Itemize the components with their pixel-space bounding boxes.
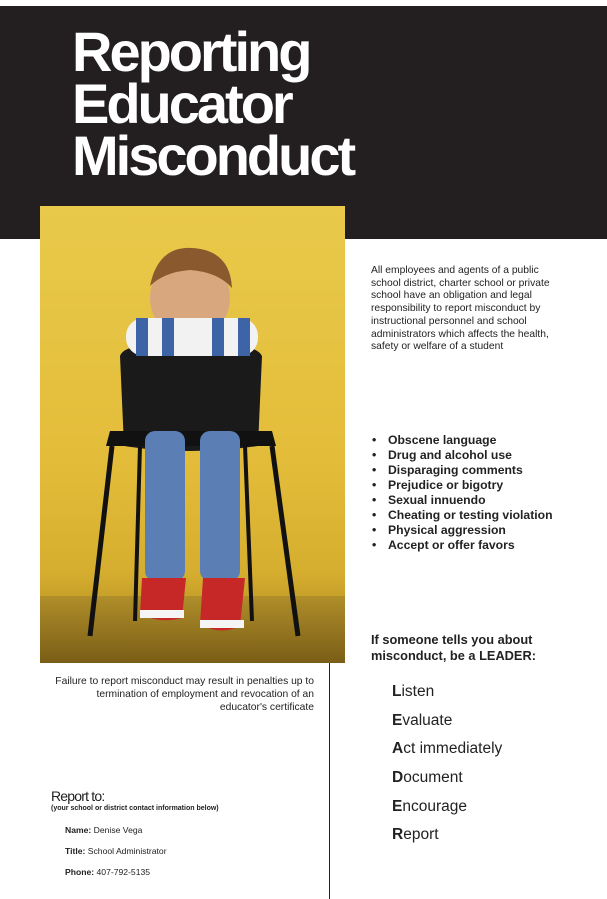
leader-step-rest: isten bbox=[401, 683, 435, 700]
list-item: • Sexual innuendo bbox=[370, 493, 553, 508]
list-item: • Physical aggression bbox=[370, 523, 553, 538]
contact-title bbox=[65, 846, 167, 856]
contact-name-label: Name: bbox=[65, 825, 92, 835]
leader-step-rest: ocument bbox=[403, 769, 463, 787]
leader-step-initial: R bbox=[392, 826, 404, 844]
report-to-heading: Report to: bbox=[51, 788, 105, 804]
title-line-2: Educator bbox=[72, 72, 291, 136]
leader-step bbox=[392, 825, 502, 854]
child-illustration bbox=[40, 206, 345, 663]
failure-note: Failure to report misconduct may result in penalties up to termination of employment and revocation of an educator's certificate bbox=[55, 676, 314, 713]
leader-step-initial: E bbox=[392, 797, 403, 815]
list-item: • Accept or offer favors bbox=[370, 538, 553, 553]
contact-title-value: School Administrator bbox=[87, 846, 167, 856]
page-title bbox=[72, 20, 354, 188]
leader-step bbox=[392, 711, 502, 740]
leader-step-initial: E bbox=[392, 711, 403, 729]
list-item: • Disparaging comments bbox=[370, 463, 553, 478]
column-divider bbox=[329, 663, 330, 899]
contact-phone bbox=[65, 867, 150, 877]
list-item: • Drug and alcohol use bbox=[370, 448, 553, 463]
contact-title-label: Title: bbox=[65, 846, 86, 856]
leader-step bbox=[392, 682, 502, 711]
leader-step-rest: eport bbox=[403, 826, 439, 844]
leader-step-initial: A bbox=[392, 740, 404, 758]
contact-phone-label: Phone: bbox=[65, 867, 95, 877]
leader-step-rest: ct immediately bbox=[403, 740, 503, 758]
leader-step bbox=[392, 797, 502, 826]
title-line-3: Misconduct bbox=[72, 124, 354, 188]
leader-steps bbox=[392, 682, 502, 854]
intro-paragraph: All employees and agents of a public school district, charter school or private school have an obligation and legal responsibility to report misconduct by instructional personnel and school administrators which affects the health, safety or welfare of a student bbox=[371, 265, 550, 353]
leader-step-initial: D bbox=[392, 769, 404, 787]
title-line-1: Reporting bbox=[72, 20, 310, 83]
leader-step bbox=[392, 739, 502, 768]
misconduct-list bbox=[370, 433, 553, 553]
leader-step-initial: L bbox=[392, 683, 402, 700]
leader-step-rest: ncourage bbox=[402, 797, 467, 815]
header-banner bbox=[0, 6, 607, 239]
contact-phone-value: 407-792-5135 bbox=[96, 867, 151, 877]
child-on-chair-photo bbox=[40, 206, 345, 663]
contact-name-value: Denise Vega bbox=[93, 825, 143, 835]
list-item: • Prejudice or bigotry bbox=[370, 478, 553, 493]
leader-intro: If someone tells you about misconduct, be a LEADER: bbox=[371, 632, 536, 663]
report-to-subheading: (your school or district contact information below) bbox=[51, 805, 219, 812]
list-item: • Obscene language bbox=[370, 433, 553, 448]
leader-step-rest: valuate bbox=[402, 711, 453, 729]
leader-step bbox=[392, 768, 502, 797]
list-item: • Cheating or testing violation bbox=[370, 508, 553, 523]
contact-name bbox=[65, 825, 142, 835]
